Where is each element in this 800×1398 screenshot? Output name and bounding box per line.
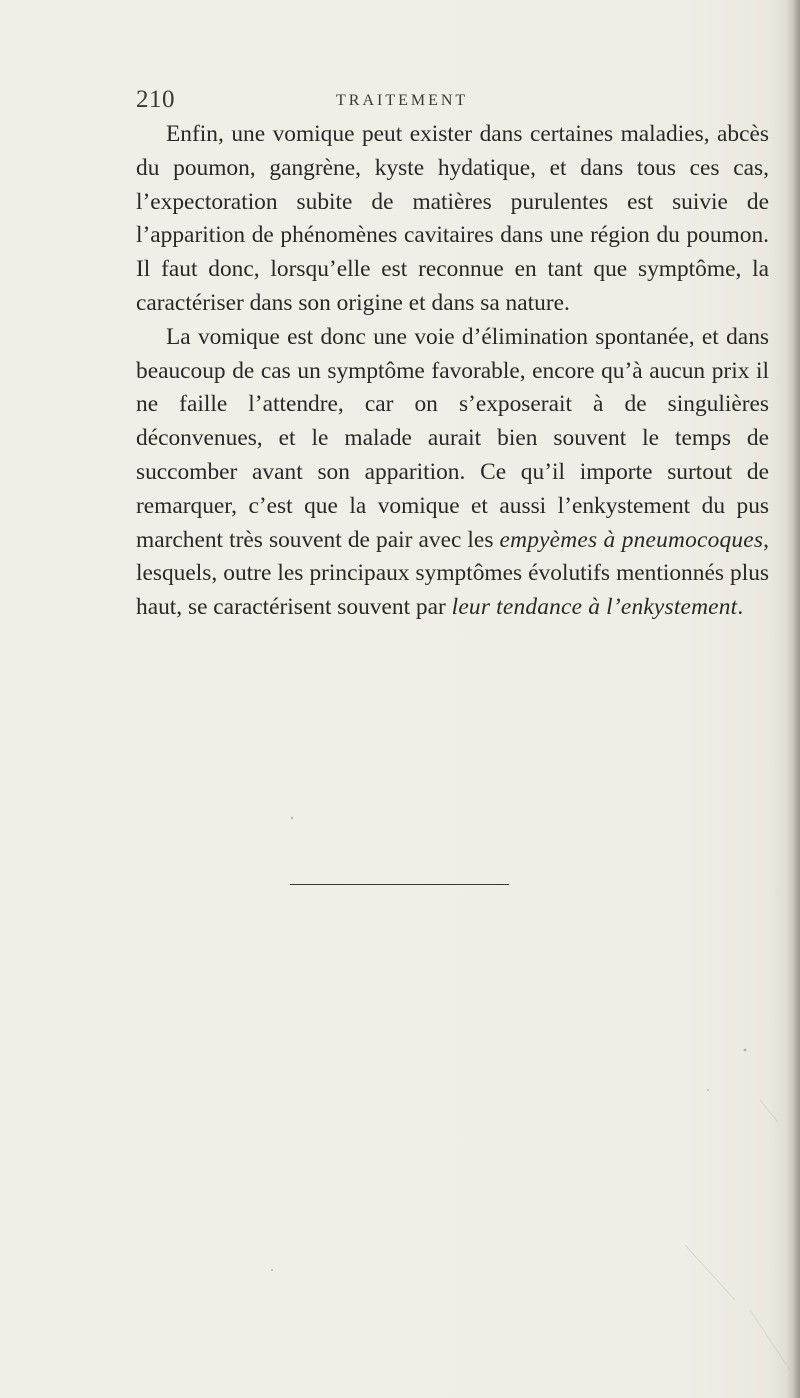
page-number: 210 bbox=[136, 86, 175, 113]
italic-empyemes: empyèmes à pneumocoques bbox=[499, 526, 764, 553]
paragraph-2-text-part-3: . bbox=[737, 594, 744, 621]
paragraph-2-text-part-1: La vomique est donc une voie d’élimination spontanée, et dans beaucoup de cas un symptôme favorable, encore qu’à aucun prix il ne faille l’attendre, car on s’exposerait à de singulières déconvenues, et le malade aurait bien souvent le temps de succomber avant son apparition. Ce qu’il importe surtout de remarquer, c’est que la vomique et aussi l’enkystement du pus marchent très souvent de pair avec les bbox=[136, 323, 769, 553]
italic-tendance: leur tendance à l’enkystement bbox=[451, 594, 738, 621]
paragraph-1-text: Enfin, une vomique peut exister dans certaines maladies, abcès du poumon, gangrène, kyste hydatique, et dans tous ces cas, l’expectoration subite de matières purulentes est suivie de l’apparition de phénomènes cavitaires dans une région du poumon. Il faut donc, lorsqu’elle est reconnue en tant que symptôme, la caractériser dans son origine et dans sa nature. bbox=[136, 121, 769, 316]
running-title: TRAITEMENT bbox=[336, 92, 469, 109]
paragraph-2-text-part-2: , lesquels, outre les principaux symptômes évolutifs mentionnés plus haut, se caractérisent souvent par bbox=[136, 526, 770, 621]
